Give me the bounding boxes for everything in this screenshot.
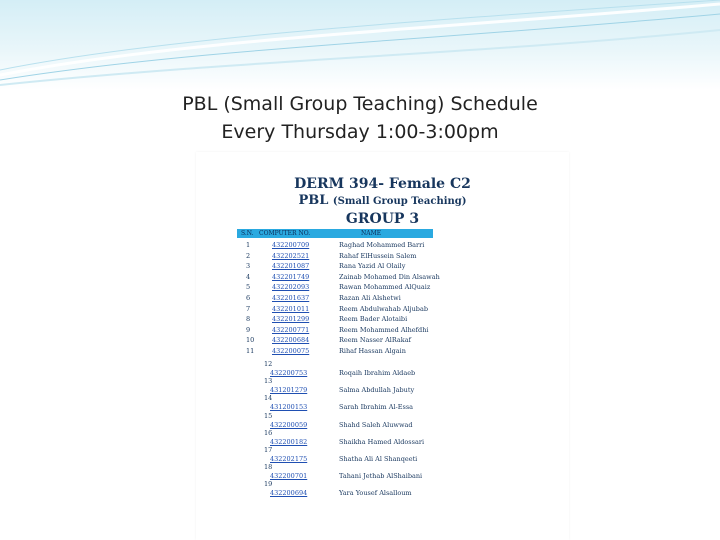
row-sn: 18 [264, 463, 273, 472]
row-sn: 14 [264, 394, 273, 403]
row-name: Rawan Mohammed AlQuaiz [339, 283, 431, 292]
row-name: Yara Yousef Alsalloum [339, 489, 412, 498]
row-sn: 16 [264, 428, 273, 437]
table-row [196, 315, 569, 325]
row-sn: 4 [246, 272, 251, 281]
row-computer-no: 432201637 [272, 294, 310, 302]
row-name: Shahd Saleh Aluwwad [339, 420, 413, 429]
row-name: Reem Nasser AlRakaf [339, 336, 411, 345]
row-computer-no: 432200709 [272, 241, 310, 249]
row-name: Reem Abdulwahab Aljubab [339, 304, 428, 313]
pbl-small: (Small Group Teaching) [332, 196, 467, 207]
row-sn: 11 [246, 347, 255, 355]
row-name: Sarah Ibrahim Al-Essa [339, 403, 414, 412]
row-sn: 6 [246, 294, 251, 302]
row-sn: 15 [264, 411, 273, 420]
table-row [196, 347, 569, 357]
decorative-swoosh-lines [0, 0, 720, 90]
table-row [196, 377, 569, 396]
row-sn: 1 [246, 241, 251, 249]
course-heading: DERM 394- Female C2 [294, 176, 471, 192]
row-sn: 5 [246, 283, 251, 292]
row-computer-no: 432201087 [272, 262, 310, 271]
row-computer-no: 432200701 [270, 472, 308, 481]
row-sn: 17 [264, 446, 273, 454]
table-row [196, 463, 569, 482]
row-name: Salma Abdullah Jabuty [339, 386, 415, 395]
row-computer-no: 432200059 [270, 420, 308, 429]
table-row [196, 283, 569, 293]
table-row [196, 326, 569, 336]
slide-title [0, 90, 720, 146]
row-computer-no: 432200753 [270, 369, 308, 377]
table-row [196, 273, 569, 283]
row-sn: 12 [264, 360, 273, 368]
row-sn: 7 [246, 304, 251, 313]
table-row [196, 241, 569, 251]
row-computer-no: 432201749 [272, 272, 310, 281]
pbl-main: PBL [298, 193, 333, 208]
table-row [196, 411, 569, 431]
row-sn: 2 [246, 251, 251, 260]
table-row [196, 336, 569, 346]
table-row [196, 480, 569, 499]
schedule-document-image [196, 152, 569, 540]
row-sn: 10 [246, 336, 255, 345]
row-sn: 19 [264, 480, 273, 489]
row-name: Shatha Ali Al Shanqeeti [339, 455, 418, 463]
table-row [196, 394, 569, 413]
row-computer-no: 432202093 [272, 283, 310, 292]
table-header [237, 229, 433, 238]
row-computer-no: 432202521 [272, 251, 310, 260]
row-name: Razan Ali Alshetwi [339, 294, 401, 302]
table-row [196, 294, 569, 304]
row-name: Tahani Jethab AlShaibani [339, 472, 423, 481]
row-computer-no: 432200075 [272, 347, 310, 355]
group-heading: GROUP 3 [345, 211, 420, 227]
col-computer-no: COMPUTER NO. [259, 230, 311, 237]
row-name: Roqaih Ibrahim Aldaeb [339, 369, 416, 377]
row-computer-no: 431200153 [270, 403, 308, 412]
row-sn: 8 [246, 315, 251, 324]
row-name: Reem Bader Alotaibi [339, 315, 408, 324]
row-computer-no: 432200684 [272, 336, 310, 345]
row-name: Raghad Mohammed Barri [339, 241, 425, 249]
table-row [196, 262, 569, 272]
row-name: Shaikha Hamed Aldossari [339, 437, 425, 446]
row-name: Reem Mohammed Alhefdhi [339, 325, 429, 334]
row-computer-no: 432200771 [272, 325, 310, 334]
col-sn: S.N. [241, 230, 254, 237]
title-line-1: PBL (Small Group Teaching) Schedule [182, 93, 538, 115]
row-computer-no: 432200694 [270, 489, 308, 498]
table-row [196, 305, 569, 315]
row-computer-no: 432200182 [270, 437, 308, 446]
table-row [196, 360, 569, 379]
row-name: Rihaf Hassan Algain [339, 347, 406, 355]
pbl-heading [196, 193, 569, 208]
table-row [196, 446, 569, 465]
title-line-2: Every Thursday 1:00-3:00pm [221, 121, 499, 143]
row-name: Rana Yazid Al Olaily [339, 262, 406, 271]
row-computer-no: 432201011 [272, 304, 310, 313]
header-band [0, 0, 720, 90]
row-computer-no: 432201299 [272, 315, 310, 324]
row-name: Zainab Mohamed Din Alsawah [339, 272, 440, 281]
table-row [196, 252, 569, 262]
row-sn: 13 [264, 377, 273, 386]
row-computer-no: 432202175 [270, 455, 308, 463]
row-name: Rahaf ElHussein Salem [339, 251, 417, 260]
row-computer-no: 431201279 [270, 386, 308, 395]
row-sn: 9 [246, 325, 251, 334]
col-name: NAME [361, 230, 382, 237]
row-sn: 3 [246, 262, 251, 271]
table-row [196, 428, 569, 448]
